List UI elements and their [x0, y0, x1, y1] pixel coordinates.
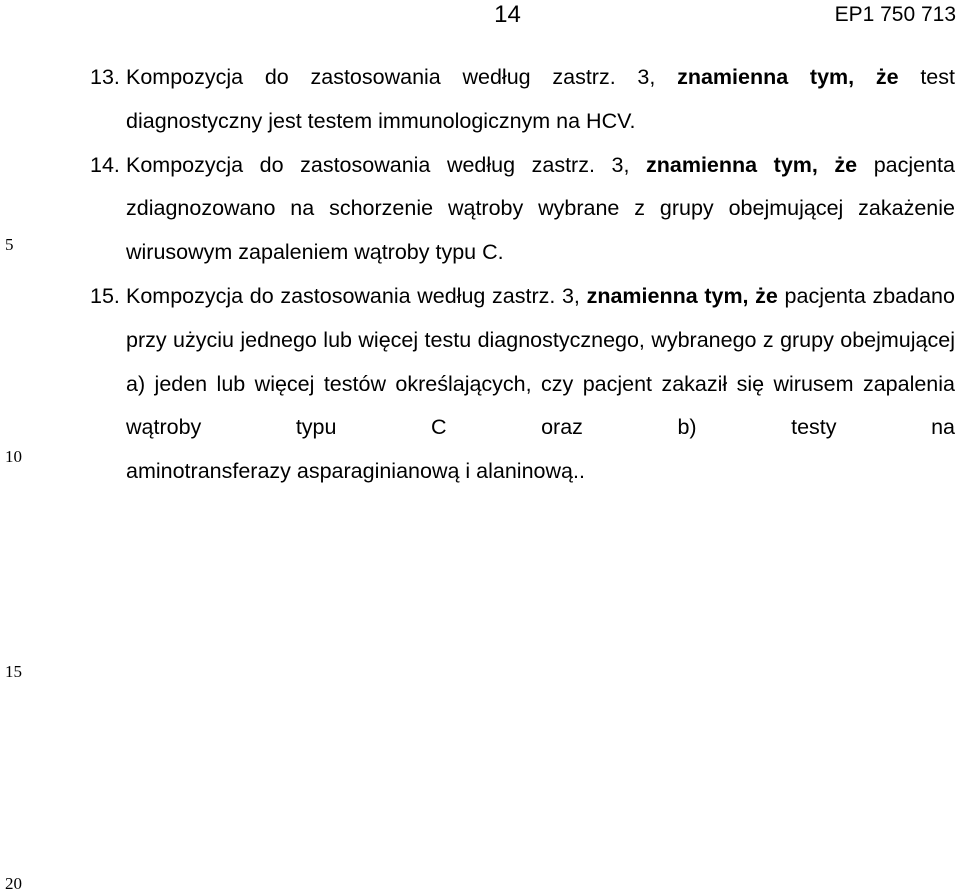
claim-characterising-phrase: znamienna tym, że [646, 152, 858, 177]
claim-rest: pacjenta zbadano przy użyciu jednego lub więcej testu diagnostycznego, wybranego z grupy obejmującej a) jeden lub więcej testów określających, czy pacjent zakaził się wirusem zapalenia wątroby typu C oraz b) testy na [126, 283, 955, 440]
margin-line-number-5: 5 [5, 235, 14, 254]
claim-lead: Kompozycja do zastosowania według zastrz. 3, [126, 152, 630, 177]
margin-line-number-20: 20 [5, 874, 22, 893]
claim-13 [90, 56, 955, 144]
claim-15 [90, 275, 955, 494]
claim-lead: Kompozycja do zastosowania według zastrz. 3, [126, 283, 580, 308]
claim-text [126, 275, 955, 494]
claim-number: 13. [90, 65, 120, 89]
claim-lead: Kompozycja do zastosowania według zastrz. 3, [126, 65, 656, 89]
claim-tail: aminotransferazy asparaginianową i alaninową.. [126, 459, 585, 484]
document-id: EP1 750 713 [834, 3, 956, 26]
claim-rest: pacjenta zdiagnozowano na schorzenie wątroby wybrane z grupy obejmującej zakażenie wirusowym zapaleniem wątroby typu C. [126, 152, 955, 265]
claim-number: 15. [90, 283, 120, 308]
margin-line-number-15: 15 [5, 662, 22, 681]
claim-characterising-phrase: znamienna tym, że [677, 65, 899, 89]
claim-characterising-phrase: znamienna tym, że [586, 283, 778, 308]
claims-list [90, 56, 955, 494]
claim-main-block [126, 275, 955, 450]
claim-number: 14. [90, 152, 120, 177]
claim-14 [90, 144, 955, 275]
claim-rest: test diagnostyczny jest testem immunologicznym na HCV. [126, 65, 955, 133]
margin-line-number-10: 10 [5, 447, 22, 466]
claim-text [126, 144, 955, 275]
page-number: 14 [494, 1, 521, 28]
claim-text [126, 56, 955, 144]
